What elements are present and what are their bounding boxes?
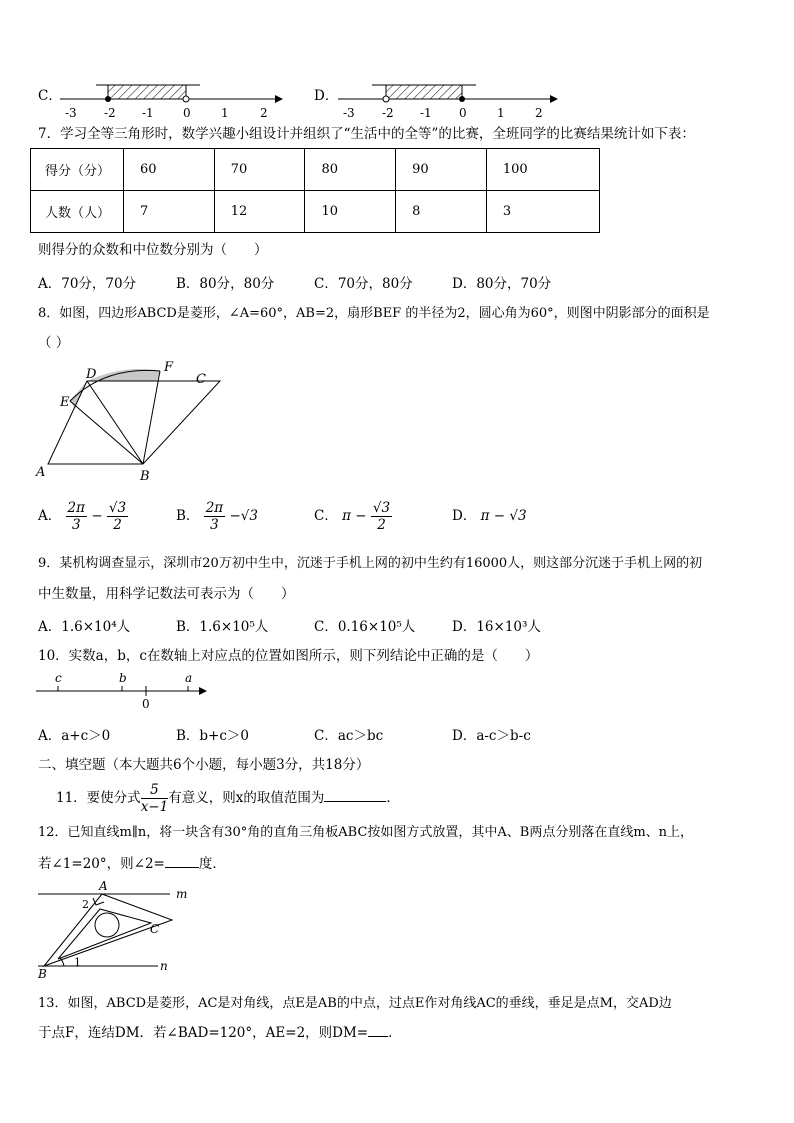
q6-c-tick: -3 (65, 106, 77, 120)
q6-c-tick: -2 (104, 106, 116, 120)
table-cell: 3 (486, 191, 599, 233)
q8-option-a-op: − (91, 508, 103, 524)
q7-option-d: D．80分，70分 (452, 276, 552, 292)
q7-option-c: C．70分，80分 (314, 276, 413, 292)
q13-stem-line1: 13．如图，ABCD是菱形，AC是对角线，点E是AB的中点，过点E作对角线AC的垂线，垂足是点M，交AD边 (38, 996, 672, 1011)
q7-option-b: B．80分，80分 (176, 276, 275, 292)
q12-post: 度． (198, 856, 226, 872)
q6-option-c-label: C． (38, 88, 62, 104)
q8-option-c-lead: π − (342, 508, 367, 524)
q12-label-c: C (150, 922, 160, 936)
q8-option-b (176, 496, 258, 536)
q8-option-b-fraction: $\frac{2\pi}{3}$ (205, 500, 224, 533)
q13-post: ． (388, 1025, 402, 1041)
q6-d-tick: 1 (497, 106, 505, 120)
q8-option-a (38, 496, 128, 536)
q8-option-b-label: B． (176, 508, 200, 524)
q6-d-tick: -3 (343, 106, 355, 120)
q12-stem-line2 (38, 853, 226, 874)
table-row-head: 人数（人） (31, 191, 124, 233)
q6-option-d-label: D． (314, 88, 339, 104)
q6-d-tick: 2 (535, 106, 543, 120)
q10-stem: 10．实数a，b，c在数轴上对应点的位置如图所示，则下列结论中正确的是（ ） (38, 648, 539, 664)
q10-label-b: b (119, 671, 127, 685)
q8-option-c-label: C． (314, 508, 338, 524)
q12-label-n: n (160, 959, 168, 973)
q7-question: 则得分的众数和中位数分别为（ ） (38, 242, 268, 258)
q6-c-tick: 0 (183, 106, 191, 120)
q6-d-tick: -2 (382, 106, 394, 120)
q12-stem-line1: 12．已知直线m∥n，将一块含有30°角的直角三角板ABC按如图方式放置，其中A、B两点分别落在直线m、n上， (38, 825, 694, 840)
table-cell: 70 (214, 149, 305, 191)
q10-label-c: c (55, 671, 62, 685)
table-cell: 90 (396, 149, 487, 191)
q10-label-zero: 0 (142, 697, 150, 711)
q12-label-angle1: 1 (74, 956, 81, 969)
table-row-head: 得分（分） (31, 149, 124, 191)
q10-option-a: A．a+c＞0 (38, 728, 111, 744)
q12-label-a: A (99, 879, 108, 893)
q10-option-d: D．a-c＞b-c (452, 728, 531, 744)
q9-stem-line1: 9．某机构调查显示，深圳市20万初中生中，沉迷于手机上网的初中生约有16000人，则这部分沉迷于手机上网的初 (38, 556, 703, 571)
section-title: 二、填空题（本大题共6个小题，每小题3分，共18分） (38, 757, 370, 773)
q8-option-d (452, 496, 527, 536)
q11-end: ． (386, 790, 400, 806)
table-cell: 8 (396, 191, 487, 233)
q11-stem (56, 778, 400, 818)
q9-option-a: A．1.6×10⁴人 (38, 619, 131, 635)
q7-option-a: A．70分，70分 (38, 276, 137, 292)
q8-label-a: A (36, 465, 46, 480)
q10-option-b: B．b+c＞0 (176, 728, 250, 744)
q6-option-c-numberline (60, 72, 290, 122)
q8-option-c (314, 496, 392, 536)
table-cell: 60 (124, 149, 215, 191)
q7-score-table (30, 148, 600, 233)
q8-label-f: F (164, 360, 174, 375)
q12-pre: 若∠1=20°，则∠2= (38, 856, 165, 872)
q11-pre: 11．要使分式 (56, 790, 141, 806)
q13-pre: 于点F，连结DM．若∠BAD=120°，AE=2，则DM= (38, 1025, 369, 1041)
q8-label-d: D (86, 367, 97, 382)
q6-option-d-numberline (338, 72, 568, 122)
q10-label-a: a (185, 671, 193, 685)
q9-option-c: C．0.16×10⁵人 (314, 619, 416, 635)
q10-option-c: C．ac＞bc (314, 728, 384, 744)
q9-option-d: D．16×10³人 (452, 619, 541, 635)
q12-answer-blank[interactable] (165, 853, 199, 868)
q8-option-b-rest: −√3 (229, 508, 258, 524)
q6-c-tick: 2 (260, 106, 268, 120)
q11-fraction: $\frac{5}{x-1}$ (140, 782, 169, 815)
q11-post: 有意义，则x的取值范围为 (168, 790, 325, 806)
q8-option-a-fraction: $\frac{2\pi}{3}$ (67, 500, 86, 533)
q12-label-m: m (176, 887, 188, 901)
q8-label-b: B (140, 469, 150, 484)
q12-label-b: B (38, 967, 47, 980)
table-row (31, 191, 600, 233)
table-cell: 10 (305, 191, 396, 233)
table-cell: 80 (305, 149, 396, 191)
q6-c-tick: -1 (142, 106, 154, 120)
q13-answer-blank[interactable] (368, 1022, 388, 1037)
q8-option-a-root-fraction: $\frac{√3}{2}$ (108, 500, 127, 533)
q9-stem-line2: 中生数量，用科学记数法可表示为（ ） (38, 586, 295, 602)
q8-label-e: E (60, 395, 70, 410)
q8-option-d-label: D． (452, 508, 477, 524)
q6-d-ticks (343, 106, 543, 120)
q6-d-tick: -1 (420, 106, 432, 120)
q8-option-d-expr: π − √3 (480, 508, 527, 524)
q9-option-b: B．1.6×10⁵人 (176, 619, 269, 635)
q8-stem-line1: 8．如图，四边形ABCD是菱形，∠A=60°，AB=2，扇形BEF 的半径为2，圆心角为60°，则图中阴影部分的面积是 (38, 306, 710, 321)
q8-stem-line2: （ ） (38, 335, 70, 351)
q12-label-angle2: 2 (82, 898, 89, 911)
q6-d-tick: 0 (459, 106, 467, 120)
table-cell: 7 (124, 191, 215, 233)
q8-option-a-label: A． (38, 508, 62, 524)
table-row (31, 149, 600, 191)
q13-stem-line2 (38, 1022, 402, 1043)
table-cell: 100 (486, 149, 599, 191)
q6-c-ticks (65, 106, 268, 120)
q12-triangle-figure (30, 878, 200, 980)
q7-stem: 7．学习全等三角形时，数学兴趣小组设计并组织了“生活中的全等”的比赛，全班同学的比赛结果统计如下表： (38, 126, 695, 142)
q8-option-c-root-fraction: $\frac{√3}{2}$ (372, 500, 391, 533)
q11-answer-blank[interactable] (324, 787, 386, 802)
table-cell: 12 (214, 191, 305, 233)
q8-rhombus-figure (30, 358, 230, 488)
q10-number-line (34, 668, 214, 712)
q6-c-tick: 1 (221, 106, 229, 120)
q8-label-c: C (196, 372, 206, 387)
